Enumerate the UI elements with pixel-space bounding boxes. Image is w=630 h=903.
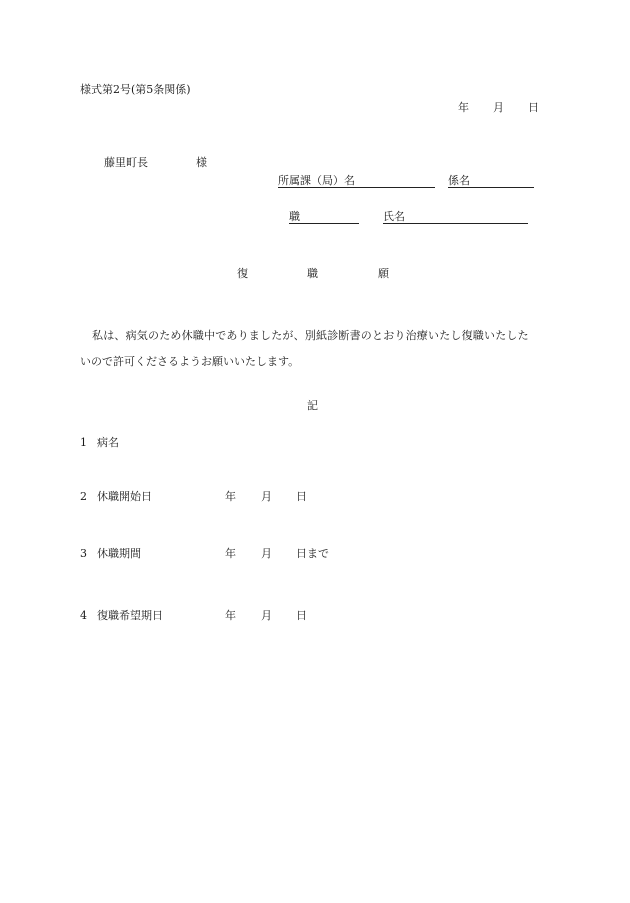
form-id: 様式第2号(第5条関係)	[80, 83, 191, 96]
department-label: 所属課（局）名	[278, 174, 355, 187]
department-field[interactable]	[278, 175, 435, 188]
section-field[interactable]	[448, 175, 534, 188]
item-label: 休職期間	[97, 547, 141, 560]
item-year: 年	[225, 490, 236, 503]
body-line-1: 私は、病気のため休職中でありましたが、別紙診断書のとおり治療いたし復職いたした	[92, 329, 529, 342]
addressee-name: 藤里町長	[104, 156, 148, 169]
title-char-1: 復	[237, 267, 248, 280]
title-char-3: 願	[378, 267, 389, 280]
item-number: 2	[80, 490, 87, 503]
item-label: 休職開始日	[97, 490, 152, 503]
title-char-2: 職	[307, 267, 318, 280]
item-month: 月	[261, 547, 272, 560]
item-number: 1	[80, 436, 87, 449]
addressee-honorific: 様	[196, 156, 207, 169]
item-label: 病名	[97, 436, 119, 449]
item-year: 年	[225, 547, 236, 560]
body-line-2: いので許可くださるようお願いいたします。	[80, 355, 300, 368]
position-field[interactable]	[289, 211, 359, 224]
item-day: 日まで	[296, 547, 329, 560]
item-number: 3	[80, 547, 87, 560]
item-year: 年	[225, 609, 236, 622]
date-month-label: 月	[493, 101, 504, 114]
position-label: 職	[289, 210, 300, 223]
item-month: 月	[261, 609, 272, 622]
date-year-label: 年	[458, 101, 469, 114]
section-label: 係名	[448, 174, 470, 187]
record-heading: 記	[307, 399, 318, 412]
item-number: 4	[80, 609, 87, 622]
item-month: 月	[261, 490, 272, 503]
item-day: 日	[296, 609, 307, 622]
date-day-label: 日	[528, 101, 539, 114]
name-label: 氏名	[383, 210, 405, 223]
item-label: 復職希望期日	[97, 609, 163, 622]
name-field[interactable]	[383, 211, 528, 224]
item-day: 日	[296, 490, 307, 503]
